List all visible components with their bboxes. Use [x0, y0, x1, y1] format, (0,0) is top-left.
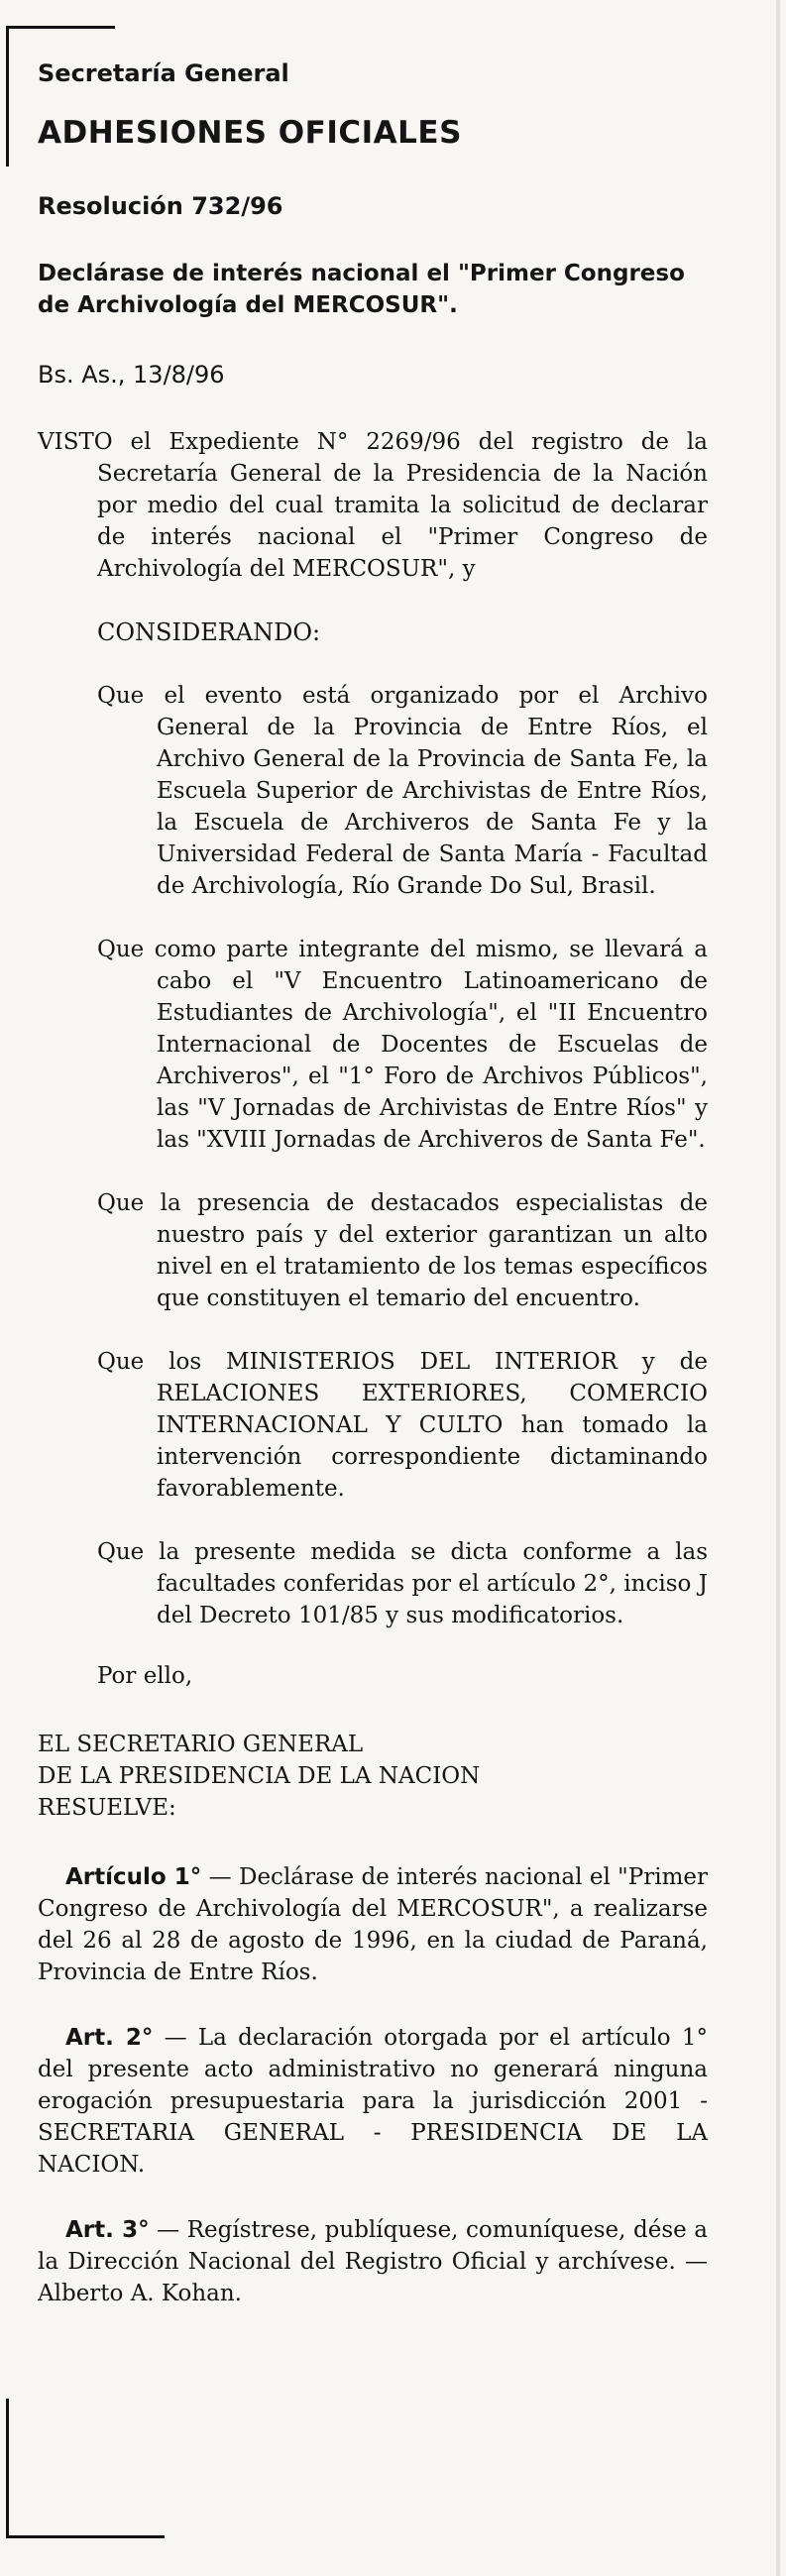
- resolution-number: Resolución 732/96: [38, 192, 283, 220]
- clipping-border-bottom: [6, 2535, 165, 2538]
- considerando-list: [38, 680, 708, 1631]
- considerando-paragraph: Que el evento está organizado por el Archivo General de la Provincia de Entre Ríos, el Archivo General de la Provincia de Santa Fe, la Escuela Superior de Archivistas de Entre Ríos, la Escuela de Archiveros de Santa Fe y la Universidad Federal de Santa María - Facultad de Archivología, Río Grande Do Sul, Brasil.: [97, 683, 708, 899]
- article-2: [38, 2022, 708, 2181]
- visto-paragraph: VISTO el Expediente N° 2269/96 del registro de la Secretaría General de la Presidencia de la Nación por medio del cual tramita la solicitud de declarar de interés nacional el "Primer Congreso de Archivología del MERCOSUR", y: [38, 429, 708, 582]
- article-text: — La declaración otorgada por el artículo 1° del presente acto administrativo no generará ninguna erogación presupuestaria para la jurisdicción 2001 - SECRETARIA GENERAL - PRESIDENCIA DE LA NACION.: [38, 2025, 708, 2178]
- resolution-article: [38, 59, 708, 2343]
- department-heading: Secretaría General: [38, 59, 289, 87]
- por-ello: Por ello,: [97, 1663, 193, 1689]
- section-title: ADHESIONES OFICIALES: [38, 115, 462, 151]
- clipping-border-left-top: [6, 28, 9, 167]
- authority-line: DE LA PRESIDENCIA DE LA NACION: [38, 1763, 481, 1789]
- article-label: Art. 3°: [65, 2217, 150, 2243]
- clipping-edge-right: [776, 0, 780, 2576]
- article-3: [38, 2214, 708, 2309]
- resolution-date: Bs. As., 13/8/96: [38, 361, 225, 389]
- authority-line: EL SECRETARIO GENERAL: [38, 1732, 364, 1757]
- article-1: [38, 1861, 708, 1988]
- authority-block: [38, 1729, 708, 1824]
- article-text: — Regístrese, publíquese, comuníquese, dése a la Dirección Nacional del Registro Oficial y archívese. — Alberto A. Kohan.: [38, 2217, 708, 2306]
- article-text: — Declárase de interés nacional el "Primer Congreso de Archivología del MERCOSUR", a realizarse del 26 al 28 de agosto de 1996, en la ciudad de Paraná, Provincia de Entre Ríos.: [38, 1864, 708, 1985]
- article-label: Art. 2°: [65, 2025, 154, 2051]
- resolution-summary: Declárase de interés nacional el "Primer Congreso de Archivología del MERCOSUR".: [38, 261, 685, 318]
- considerando-paragraph: Que la presente medida se dicta conforme a las facultades conferidas por el artículo 2°, inciso J del Decreto 101/85 y sus modificatorios.: [97, 1539, 708, 1628]
- considerando-paragraph: Que la presencia de destacados especialistas de nuestro país y del exterior garantizan un alto nivel en el tratamiento de los temas específicos que constituyen el temario del encuentro.: [97, 1190, 708, 1311]
- considerando-label: CONSIDERANDO:: [97, 618, 321, 646]
- considerando-paragraph: Que como parte integrante del mismo, se llevará a cabo el "V Encuentro Latinoamericano de Estudiantes de Archivología", el "II Encuentro Internacional de Docentes de Escuelas de Archiveros", el "1° Foro de Archivos Públicos", las "V Jornadas de Archivistas de Entre Ríos" y las "XVIII Jornadas de Archiveros de Santa Fe".: [97, 937, 708, 1153]
- authority-line: RESUELVE:: [38, 1795, 176, 1821]
- considerando-paragraph: Que los MINISTERIOS DEL INTERIOR y de RELACIONES EXTERIORES, COMERCIO INTERNACIONAL Y CULTO han tomado la intervención correspondiente dictaminando favorablemente.: [97, 1349, 708, 1502]
- clipping-border-top: [6, 26, 115, 29]
- article-label: Artículo 1°: [65, 1864, 202, 1890]
- clipping-border-left-bottom: [6, 2399, 9, 2537]
